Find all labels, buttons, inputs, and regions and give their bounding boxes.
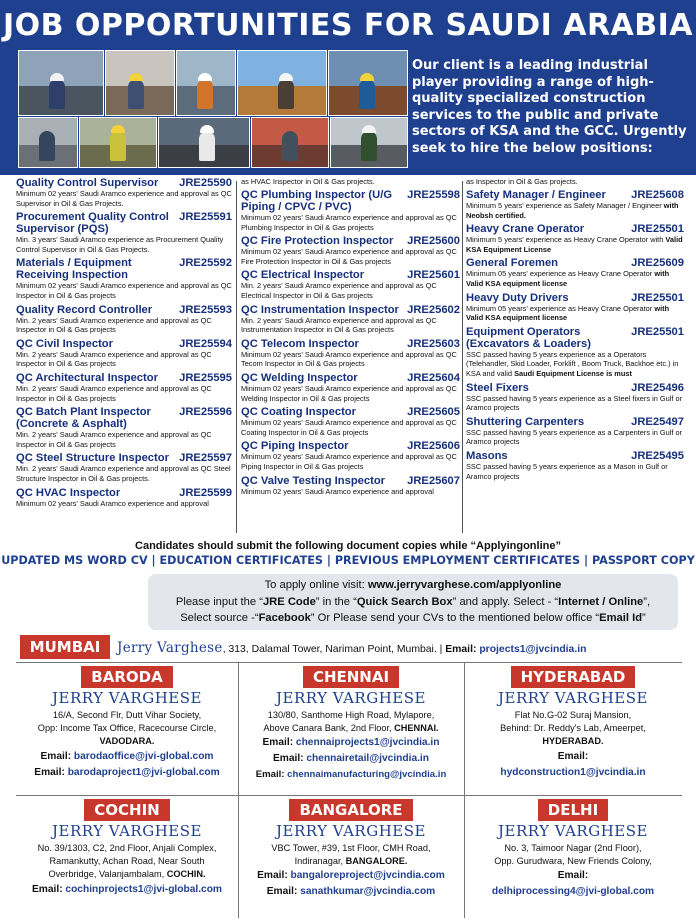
- address-line: 16/A, Second Flr, Dutt Vihar Society,: [52, 710, 202, 720]
- job-heading: [241, 406, 460, 418]
- apply-text: Please input the “: [175, 595, 263, 608]
- apply-instructions: [148, 574, 678, 630]
- worker-photo-5: [328, 50, 408, 116]
- job-code: JRE25605: [407, 406, 460, 419]
- job-description-text: Minimum 02 years' Saudi Aramco experience and approval as QC Fire Protection Inspector in Oil & Gas projects: [241, 247, 457, 266]
- worker-photo-4: [237, 50, 327, 116]
- job-heading: [16, 304, 232, 316]
- intro-text: Our client is a leading industrial player providing a range of high-quality specialized construction services to the public and private sectors of KSA and the GCC. Urgently seek to hire the below positions:: [412, 58, 687, 156]
- job-position: [466, 450, 684, 481]
- positions-section: [0, 177, 696, 535]
- job-title: QC Valve Testing Inspector: [241, 474, 386, 487]
- apply-text: ”,: [643, 595, 651, 608]
- job-description: [241, 213, 460, 232]
- email-line: [238, 735, 464, 751]
- job-title: QC Batch Plant Inspector (Concrete & Asphalt): [16, 406, 151, 431]
- job-title: Quality Control Supervisor: [16, 177, 159, 189]
- job-description: [466, 462, 684, 481]
- job-code: JRE25600: [407, 235, 460, 248]
- address-text: Above Canara Bank, 2nd Floor,: [263, 723, 395, 734]
- job-position: [241, 372, 460, 403]
- job-description-text: Minimum 02 years' Saudi Aramco experience and approval: [16, 498, 209, 508]
- job-description: [241, 350, 460, 369]
- address-text: , 313, Dalamal Tower, Nariman Point, Mumbai. |: [222, 644, 446, 655]
- job-title: QC Coating Inspector: [241, 406, 356, 419]
- job-position: [16, 304, 232, 335]
- job-position: [241, 338, 460, 369]
- job-description-text: Min. 2 years' Saudi Aramco experience and approval as QC Inspector in Oil & Gas projects: [16, 430, 212, 449]
- job-heading: [466, 189, 684, 201]
- job-heading: [241, 475, 460, 487]
- job-code: JRE25501: [631, 291, 684, 304]
- job-description-text: Minimum 02 years' Saudi Aramco experience and approval as QC Plumbing Inspector in Oil & Gas projects: [241, 213, 457, 232]
- job-position: [466, 292, 684, 323]
- job-heading: [466, 416, 684, 428]
- job-description-text: Minimum 05 years' experience as Heavy Crane Operator: [466, 303, 653, 313]
- job-position: [16, 406, 232, 449]
- documents-intro: Candidates should submit the following document copies while “Applyingonline”: [135, 540, 561, 552]
- job-title: Safety Manager / Engineer: [466, 189, 606, 201]
- job-code: JRE25597: [179, 452, 232, 465]
- worker-photo-6: [18, 117, 78, 168]
- job-title: QC Plumbing Inspector (U/G Piping / CPVC / PVC): [241, 189, 393, 213]
- job-position: [466, 416, 684, 447]
- email-label: Email:: [557, 870, 589, 882]
- job-heading: [16, 487, 232, 499]
- email-line: [464, 884, 682, 900]
- job-description-text: Min. 2 years' Saudi Aramco experience and approval as QC Electrical Inspector in Oil & Gas projects: [241, 281, 437, 300]
- job-description-text: Minimum 02 years' Saudi Aramco experience and approval as QC Tecom Inspector in Oil & Gas projects: [241, 349, 457, 369]
- job-heading: [241, 235, 460, 247]
- job-heading: [241, 440, 460, 452]
- email-label: Email:: [557, 750, 589, 762]
- job-code: JRE25501: [631, 325, 684, 338]
- job-description: [16, 384, 232, 403]
- job-position: [16, 257, 232, 300]
- page-title: JOB OPPORTUNITIES FOR SAUDI ARABIA: [2, 8, 694, 43]
- quick-search-label: Quick Search Box: [356, 595, 453, 608]
- email-label: Email:: [40, 750, 74, 762]
- job-title: Procurement Quality Control Supervisor (PQS): [16, 211, 169, 236]
- address-line: [16, 868, 238, 881]
- email-link[interactable]: hydconstruction1@jvcindia.in: [500, 766, 646, 778]
- office-delhi: [464, 799, 682, 900]
- job-code: JRE25596: [179, 406, 232, 419]
- office-tag: BARODA: [81, 666, 172, 688]
- email-line: [16, 882, 238, 898]
- jre-code-label: JRE Code: [262, 595, 316, 608]
- job-title: Equipment Operators (Excavators & Loaders): [466, 325, 591, 350]
- job-code: JRE25593: [179, 303, 232, 316]
- address-line: Opp. Gurudwara, New Friends Colony,: [494, 856, 652, 867]
- address-line: No. 3, Taimoor Nagar (2nd Floor),: [504, 843, 642, 853]
- email-line: [464, 765, 682, 781]
- email-line: [16, 749, 238, 765]
- job-description: [241, 384, 460, 403]
- job-heading: [466, 292, 684, 304]
- job-position: [466, 382, 684, 413]
- mumbai-tag: MUMBAI: [20, 635, 110, 659]
- office-hyderabad: [464, 666, 682, 781]
- address-city: COCHIN.: [166, 869, 206, 880]
- job-description-text: Minimum 02 years' Saudi Aramco experience and approval as QC Supervisor in Oil & Gas Projects.: [16, 189, 232, 208]
- job-heading: [466, 223, 684, 235]
- job-description-text: Minimum 02 years' Saudi Aramco experience and approval: [241, 486, 434, 496]
- job-heading: [16, 257, 232, 281]
- email-label: Email:: [445, 644, 480, 655]
- apply-text: ” Or Please send your CVs to the mentioned below office “: [310, 612, 600, 624]
- job-title: Materials / Equipment Receiving Inspection: [16, 257, 132, 282]
- job-code: JRE25607: [407, 474, 460, 487]
- job-description: [241, 281, 460, 300]
- apply-text: Select source -“: [180, 612, 259, 624]
- job-description-text: Minimum 05 years' experience as Heavy Crane Operator: [466, 269, 653, 279]
- job-heading: [241, 338, 460, 350]
- job-position: [241, 304, 460, 335]
- worker-photo-3: [176, 50, 236, 116]
- job-description: [241, 316, 460, 335]
- address-city: VADODARA.: [99, 736, 155, 747]
- continued-text: as Inspector in Oil & Gas projects.: [466, 177, 578, 186]
- email-line: [16, 765, 238, 781]
- job-description-text: Min. 3 years' Saudi Aramco experience as Procurement Quality Control Supervisor in Oil & Gas Projects.: [16, 235, 224, 254]
- job-description: [16, 350, 232, 369]
- job-description: [16, 499, 232, 509]
- job-position: [16, 452, 232, 483]
- job-title: QC Telecom Inspector: [241, 337, 359, 350]
- job-description-text: Minimum 5 years' experience as Safety Manager / Engineer: [466, 201, 662, 210]
- email-label: Email:: [34, 766, 68, 778]
- address-line: [238, 722, 464, 735]
- job-title: QC Piping Inspector: [241, 440, 349, 453]
- facebook-label: Facebook: [258, 612, 311, 624]
- email-link[interactable]: cochinprojects1@jvi-global.com: [65, 883, 222, 895]
- email-link[interactable]: delhiprocessing4@jvi-global.com: [491, 886, 655, 898]
- apply-line-3: [148, 610, 678, 627]
- job-position: [16, 338, 232, 369]
- offices-grid: [16, 662, 682, 918]
- email-link[interactable]: barodaoffice@jvi-global.com: [73, 750, 214, 762]
- job-title: Shuttering Carpenters: [466, 415, 585, 428]
- job-description: [241, 418, 460, 437]
- job-description: [466, 269, 684, 288]
- address-line: Ramankutty, Achan Road, Near South: [49, 856, 205, 867]
- job-description: [16, 464, 232, 483]
- job-title: QC Steel Structure Inspector: [16, 452, 169, 465]
- address-line: No. 39/1303, C2, 2nd Floor, Anjali Complex,: [37, 843, 217, 853]
- column-divider: [236, 181, 237, 533]
- job-description: [466, 428, 684, 447]
- job-title: QC Instrumentation Inspector: [241, 303, 399, 316]
- job-description: [241, 247, 460, 266]
- job-title: QC Welding Inspector: [241, 371, 358, 384]
- job-title: QC Fire Protection Inspector: [241, 235, 394, 248]
- documents-list: UPDATED MS WORD CV | EDUCATION CERTIFICATES | PREVIOUS EMPLOYMENT CERTIFICATES | PASSPORT COPY: [1, 554, 695, 567]
- email-label: Email:: [257, 870, 291, 882]
- job-requirement: with Neobsh certified.: [466, 201, 679, 220]
- job-requirement: with Valid KSA equipment license: [466, 303, 670, 323]
- job-code: JRE25608: [631, 189, 684, 201]
- job-description: [16, 189, 232, 208]
- internet-online-label: Internet / Online: [558, 595, 644, 608]
- brand-name: JERRY VARGHESE: [498, 822, 648, 840]
- email-link[interactable]: barodaproject1@jvi-global.com: [67, 766, 220, 778]
- worker-photo-1: [18, 50, 104, 116]
- address-city: HYDERABAD.: [542, 736, 604, 747]
- job-title: QC Electrical Inspector: [241, 269, 365, 282]
- job-description: [16, 281, 232, 300]
- worker-photo-9: [251, 117, 329, 168]
- job-code: JRE25594: [179, 337, 232, 350]
- job-position: [16, 177, 232, 208]
- email-label: Email:: [262, 737, 296, 749]
- job-title: Heavy Crane Operator: [466, 223, 585, 236]
- job-position: [241, 189, 460, 232]
- job-heading: [16, 177, 232, 189]
- job-position: [241, 269, 460, 300]
- job-heading: [466, 326, 684, 350]
- job-title: Quality Record Controller: [16, 303, 153, 316]
- job-heading: [16, 211, 232, 235]
- job-code: JRE25590: [179, 177, 232, 189]
- address-line: [238, 855, 464, 868]
- job-position: [241, 406, 460, 437]
- job-description: [16, 430, 232, 449]
- apply-line-2: [148, 594, 678, 611]
- address-city: CHENNAI.: [394, 723, 439, 734]
- worker-photo-7: [79, 117, 157, 168]
- job-position: [466, 326, 684, 379]
- job-code: JRE25591: [179, 211, 232, 224]
- job-heading: [16, 452, 232, 464]
- job-code: JRE25599: [179, 486, 232, 499]
- brand-name: JERRY VARGHESE: [52, 822, 202, 840]
- job-description-text: Min. 2 years' Saudi Aramco experience and approval as QC Inspector in Oil & Gas projects: [16, 383, 212, 403]
- column-divider: [462, 181, 463, 533]
- job-heading: [16, 372, 232, 384]
- job-description-text: Minimum 02 years' Saudi Aramco experience and approval as QC Inspector in Oil & Gas projects: [16, 281, 232, 300]
- email-line: [238, 751, 464, 767]
- job-description: [466, 201, 684, 220]
- grid-line: [16, 662, 682, 663]
- job-code: JRE25595: [179, 371, 232, 384]
- email-label: Email:: [255, 769, 288, 781]
- address-text: Overbridge, Valanjambalam,: [48, 869, 167, 880]
- office-tag: COCHIN: [84, 799, 169, 821]
- brand-name: JERRY VARGHESE: [52, 689, 202, 707]
- job-description-text: Min. 2 years' Saudi Aramco experience and approval as QC Inspector in Oil & Gas projects: [16, 349, 212, 369]
- job-description: [241, 452, 460, 471]
- job-code: JRE25495: [631, 449, 684, 462]
- apply-text: ” in the “: [315, 595, 357, 608]
- apply-text: To apply online visit:: [264, 579, 368, 591]
- address-line: Flat No.G-02 Suraj Mansion,: [514, 710, 632, 720]
- continued-text: as HVAC Inspector in Oil & Gas projects.: [241, 177, 375, 186]
- positions-column-3: [466, 177, 684, 535]
- office-tag: CHENNAI: [303, 666, 399, 688]
- email-label: Email:: [272, 753, 307, 765]
- job-code: JRE25501: [631, 223, 684, 236]
- office-tag: HYDERABAD: [511, 666, 636, 688]
- job-title: Steel Fixers: [466, 381, 529, 394]
- grid-line: [16, 795, 682, 796]
- apply-text: ”: [642, 612, 646, 624]
- job-description: [466, 304, 684, 323]
- job-code: JRE25497: [631, 415, 684, 428]
- email-link[interactable]: bangaloreproject@jvcindia.com: [290, 870, 445, 882]
- job-code: JRE25603: [407, 337, 460, 350]
- job-description: [16, 235, 232, 254]
- job-code: JRE25598: [407, 189, 460, 201]
- email-label: Email:: [32, 883, 66, 895]
- job-requirement: with Valid KSA equipment license: [466, 269, 670, 288]
- job-title: QC Architectural Inspector: [16, 371, 158, 384]
- address-line: Behind: Dr. Reddy's Lab, Ameerpet,: [500, 723, 646, 734]
- job-heading: [241, 269, 460, 281]
- email-link[interactable]: chennaimanufacturing@jvcindia.in: [287, 769, 447, 781]
- job-code: JRE25609: [631, 257, 684, 270]
- job-code: JRE25606: [407, 440, 460, 453]
- job-code: JRE25496: [631, 381, 684, 394]
- email-id-label: Email Id: [599, 612, 643, 624]
- apply-line-1: [148, 577, 678, 594]
- brand-name: JERRY VARGHESE: [276, 689, 426, 707]
- job-position: [466, 223, 684, 254]
- job-description: [466, 394, 684, 413]
- job-requirement: Saudi Equipment License is must: [514, 368, 632, 378]
- job-heading: [241, 372, 460, 384]
- job-description-text: SSC passed having 5 years experience as a Operators (Telehandler, Skid Loader, Forklift , Boom Truck, Backhoe etc.) in KSA and valid: [466, 349, 679, 378]
- job-description-text: Min. 2 years' Saudi Aramco experience and approval as QC Inspector in Oil & Gas projects: [16, 315, 212, 335]
- job-title: Masons: [466, 449, 508, 462]
- job-position: [16, 487, 232, 509]
- brand-name: Jerry Varghese: [117, 640, 223, 656]
- job-position: [241, 475, 460, 497]
- office-bangalore: [238, 799, 464, 900]
- worker-photo-8: [158, 117, 250, 168]
- address-line: Opp: Income Tax Office, Racecourse Circle,: [37, 723, 217, 734]
- email-line: [238, 767, 464, 783]
- job-description-text: Minimum 02 years' Saudi Aramco experience and approval as QC Welding Inspector in Oil & Gas projects: [241, 383, 457, 403]
- job-description: [466, 235, 684, 254]
- job-position: [241, 440, 460, 471]
- office-chennai: [238, 666, 464, 783]
- job-heading: [466, 450, 684, 462]
- job-code: JRE25592: [179, 257, 232, 270]
- job-code: JRE25601: [407, 269, 460, 282]
- job-description-text: Minimum 5 years' experience as Heavy Crane Operator with: [466, 235, 664, 245]
- office-cochin: [16, 799, 238, 898]
- photo-collage: [18, 50, 408, 168]
- email-line: [238, 868, 464, 884]
- positions-column-1: [16, 177, 232, 535]
- job-position: [16, 372, 232, 403]
- apply-text: ” and apply. Select - “: [452, 595, 559, 608]
- worker-photo-10: [330, 117, 408, 168]
- job-description: [16, 316, 232, 335]
- job-description-text: SSC passed having 5 years experience as a Steel fixers in Gulf or Aramco projects: [466, 393, 683, 413]
- mumbai-office: [0, 634, 696, 660]
- address-line: VBC Tower, #39, 1st Floor, CMH Road,: [271, 843, 431, 853]
- positions-column-2: [241, 177, 460, 535]
- job-description-text: SSC passed having 5 years experience as a Carpenters in Gulf or Aramco projects: [466, 427, 683, 447]
- brand-name: JERRY VARGHESE: [276, 822, 426, 840]
- job-heading: [241, 304, 460, 316]
- job-position: [466, 189, 684, 220]
- job-description-text: Min. 2 years' Saudi Aramco experience and approval as QC Instrumentation Inspector in Oil & Gas projects: [241, 315, 437, 335]
- job-description-text: Minimum 02 years' Saudi Aramco experience and approval as QC Piping Inspector in Oil & Gas projects: [241, 452, 457, 471]
- mumbai-email-link[interactable]: projects1@jvcindia.in: [479, 644, 587, 655]
- email-link[interactable]: chennaiprojects1@jvcindia.in: [295, 737, 440, 749]
- header-banner: [0, 0, 696, 175]
- email-link[interactable]: chennairetail@jvcindia.in: [306, 753, 429, 765]
- email-line: [238, 884, 464, 900]
- job-description-text: SSC passed having 5 years experience as a Mason in Gulf or Aramco projects: [466, 461, 668, 481]
- job-description-text: Minimum 02 years' Saudi Aramco experience and approval as QC Coating Inspector in Oil & Gas projects: [241, 418, 457, 437]
- job-position: [16, 211, 232, 254]
- job-code: JRE25604: [407, 371, 460, 384]
- job-title: General Foremen: [466, 257, 559, 270]
- address-line: 130/80, Santhome High Road, Mylapore,: [267, 710, 435, 720]
- job-position: [466, 257, 684, 288]
- worker-photo-2: [105, 50, 175, 116]
- job-title: Heavy Duty Drivers: [466, 291, 569, 304]
- email-link[interactable]: sanathkumar@jvcindia.com: [300, 886, 436, 898]
- address-text: Indiranagar,: [294, 856, 346, 867]
- job-position: [241, 235, 460, 266]
- address-city: BANGALORE.: [345, 856, 408, 867]
- email-label: Email:: [266, 886, 301, 898]
- job-heading: [466, 382, 684, 394]
- job-description: [466, 350, 684, 379]
- job-heading: [16, 406, 232, 430]
- job-heading: [241, 189, 460, 213]
- job-heading: [466, 257, 684, 269]
- job-heading: [16, 338, 232, 350]
- job-code: JRE25602: [407, 303, 460, 316]
- job-title: QC Civil Inspector: [16, 337, 113, 350]
- mumbai-address: [117, 640, 586, 656]
- brand-name: JERRY VARGHESE: [498, 689, 648, 707]
- office-tag: DELHI: [538, 799, 608, 821]
- apply-url-link[interactable]: www.jerryvarghese.com/applyonline: [367, 579, 562, 591]
- job-description-text: Min. 2 years' Saudi Aramco experience and approval as QC Steel Structure Inspector in Oil & Gas projects.: [16, 464, 231, 483]
- office-baroda: [16, 666, 238, 781]
- office-tag: BANGALORE: [289, 799, 412, 821]
- job-description: [241, 487, 460, 497]
- job-title: QC HVAC Inspector: [16, 486, 121, 499]
- job-requirement: Valid KSA Equipment License: [466, 235, 683, 254]
